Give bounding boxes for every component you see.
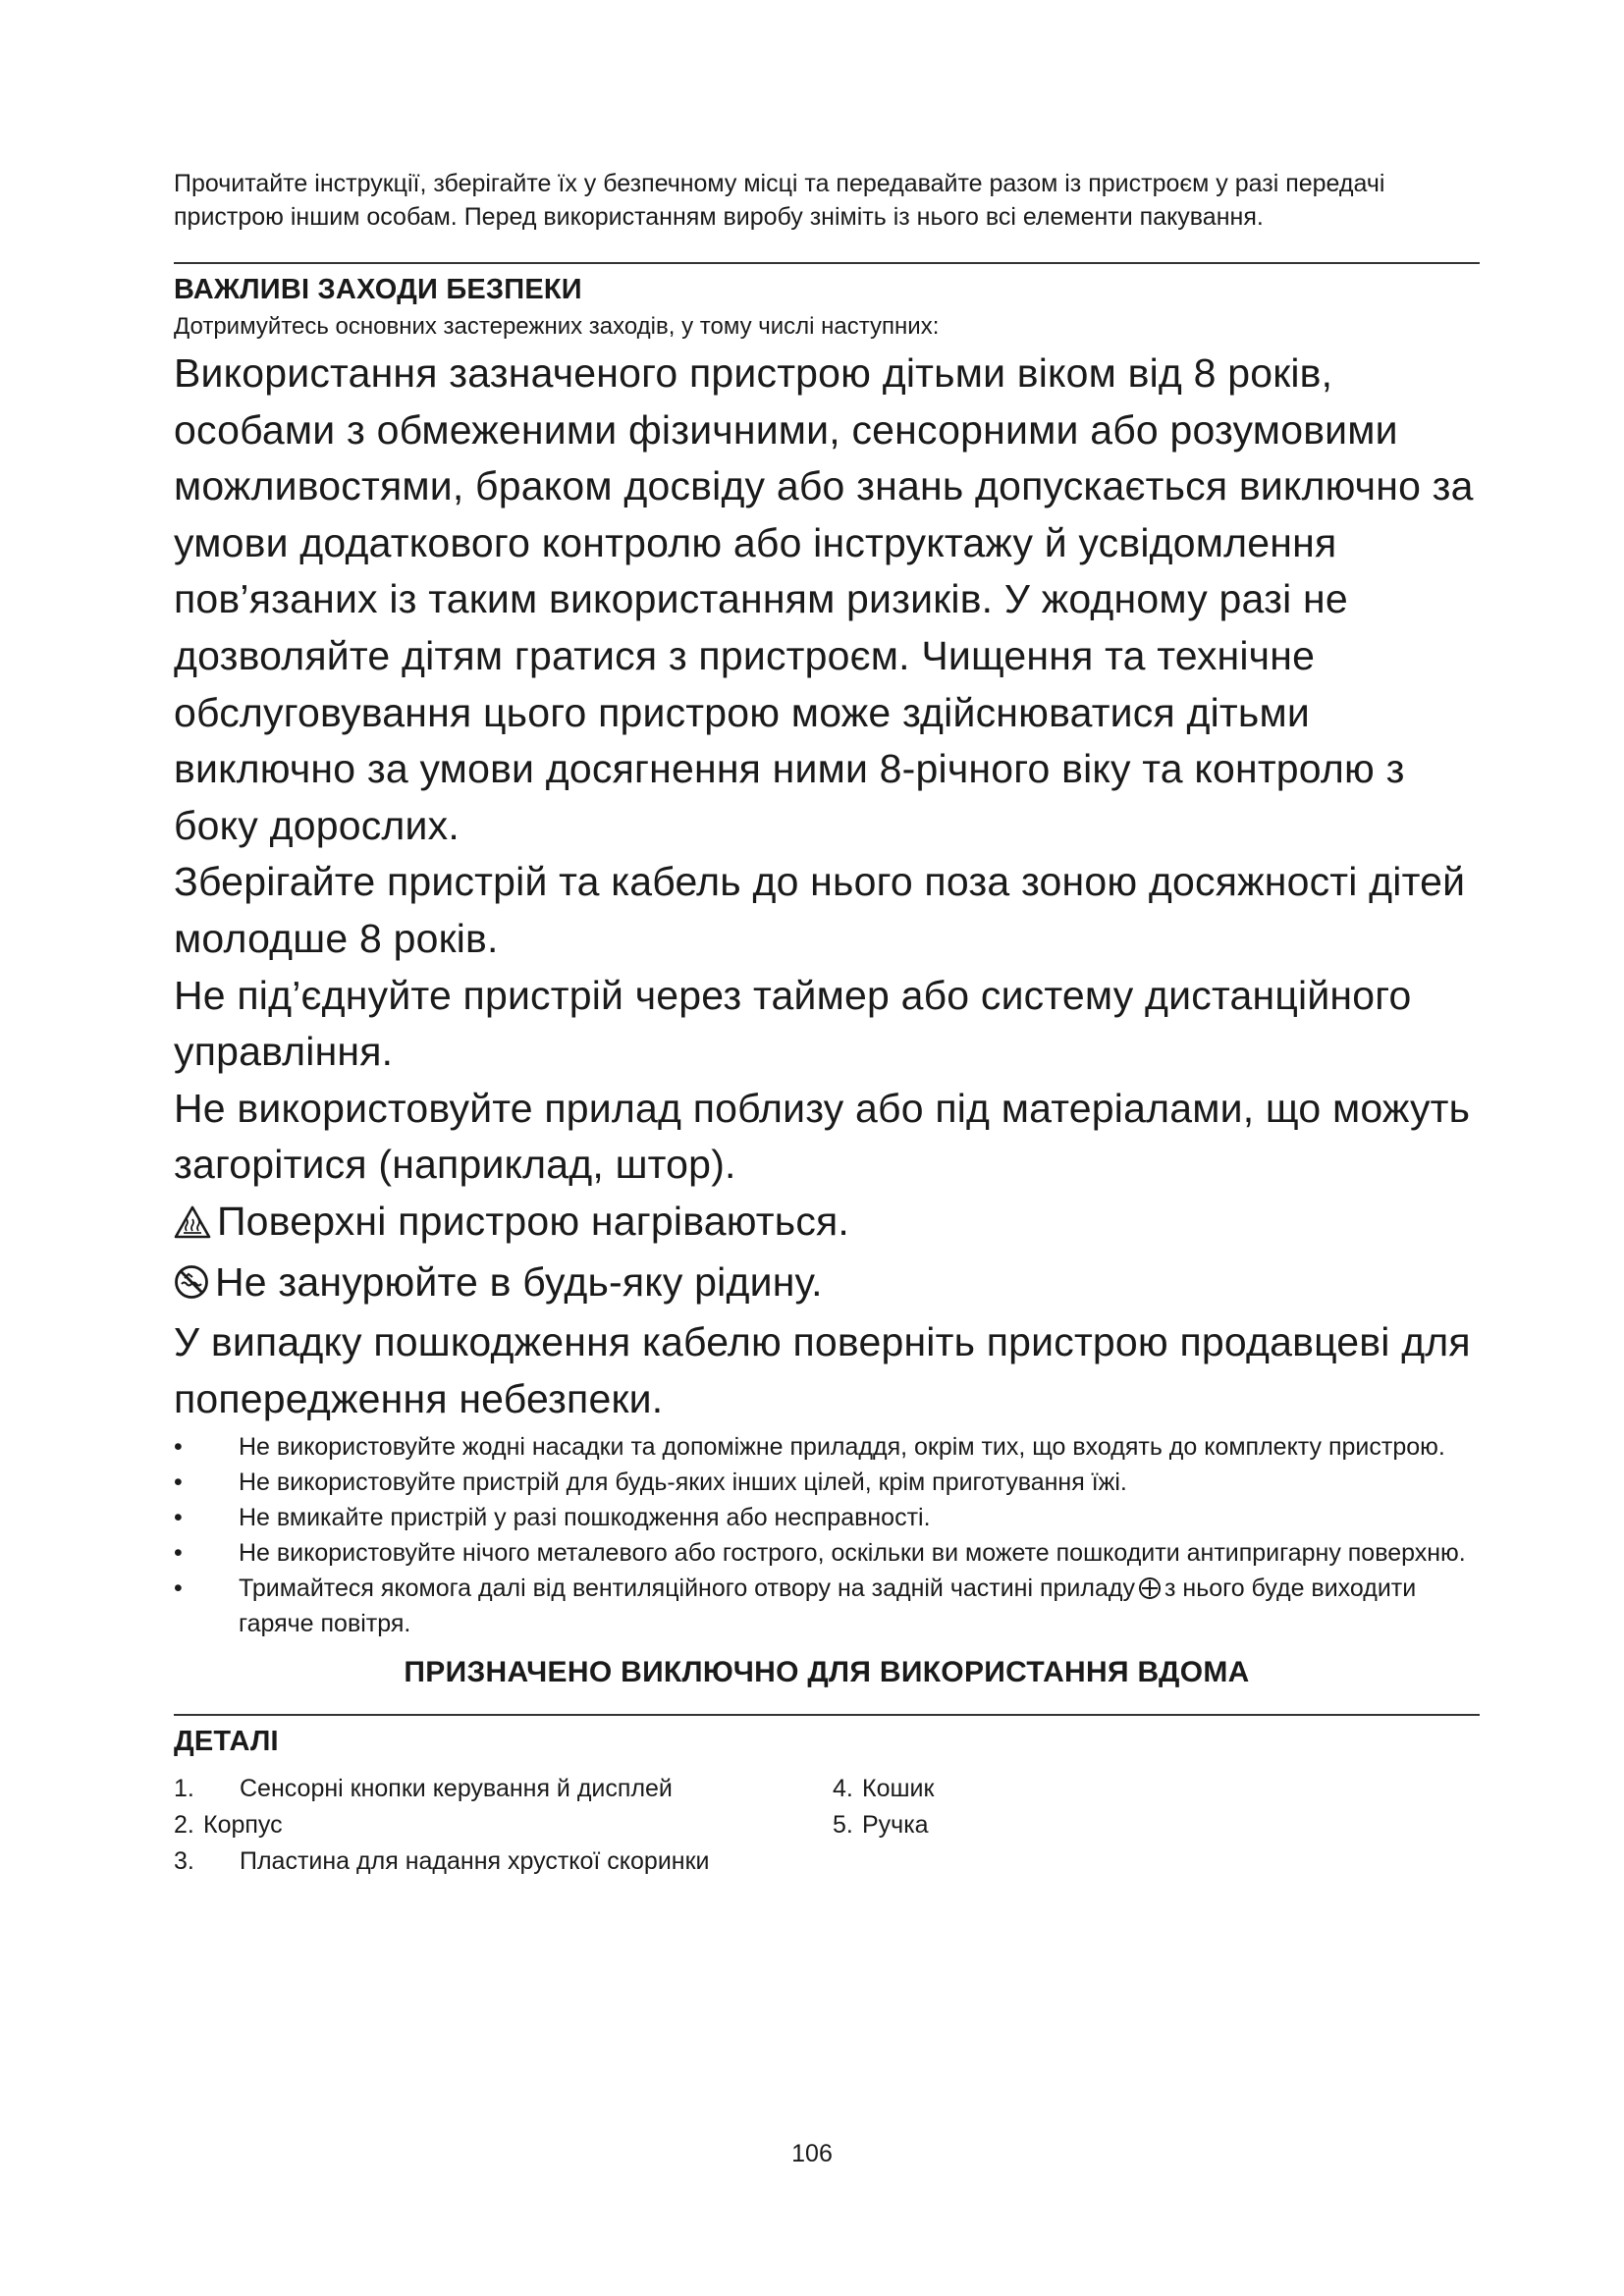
no-immerse-text: Не занурюйте в будь-яку рідину. — [215, 1258, 823, 1305]
bullet-icon: • — [174, 1575, 183, 1603]
hot-surface-text: Поверхні пристрою нагріваються. — [217, 1198, 850, 1244]
page-content — [174, 157, 1480, 1881]
part-number: 3. — [174, 1847, 194, 1876]
hot-surface-icon — [174, 1198, 211, 1255]
cable-damage-warning: У випадку пошкодження кабелю поверніть пристрою продавцеві для попередження небезпеки. — [174, 1319, 1471, 1421]
safety-warnings — [174, 346, 1480, 1427]
no-immerse-icon — [174, 1258, 209, 1315]
home-use-only-notice: ПРИЗНАЧЕНО ВИКЛЮЧНО ДЛЯ ВИКОРИСТАННЯ ВДОМА — [404, 1656, 1250, 1689]
list-item — [174, 1807, 841, 1843]
list-item — [833, 1807, 1324, 1843]
parts-list — [174, 1771, 1480, 1881]
hot-surface-warning — [174, 1194, 1480, 1255]
part-label: Корпус — [203, 1811, 283, 1840]
part-label: Кошик — [862, 1775, 935, 1803]
section-divider — [174, 1714, 1480, 1716]
circle-plus-icon — [1138, 1576, 1162, 1608]
timer-warning: Не під’єднуйте пристрій через таймер або систему дистанційного управління. — [174, 972, 1412, 1075]
list-item: • Не вмикайте пристрій у разі пошкодження або несправності. — [174, 1504, 931, 1532]
bullet-icon: • — [174, 1504, 183, 1532]
storage-warning: Зберігайте пристрій та кабель до нього поза зоною досяжності дітей молодше 8 років. — [174, 859, 1466, 961]
bullet-icon: • — [174, 1433, 183, 1462]
list-item — [174, 1843, 841, 1880]
section-divider — [174, 262, 1480, 264]
bullet-list — [174, 1431, 1480, 1639]
part-label: Пластина для надання хрусткої скоринки — [240, 1847, 710, 1876]
parts-column-right — [833, 1771, 1324, 1843]
page-number: 106 — [791, 2140, 833, 2167]
part-label: Ручка — [862, 1811, 929, 1840]
part-number: 5. — [833, 1811, 853, 1840]
flammable-warning: Не використовуйте прилад поблизу або під матеріалами, що можуть загорітися (наприклад, штор). — [174, 1085, 1471, 1188]
intro-text: Прочитайте інструкції, зберігайте їх у безпечному місці та передавайте разом із пристроєм у разі передачі пристрою іншим особам. Перед використанням виробу зніміть із нього всі елементи пакування. — [174, 170, 1385, 231]
part-number: 1. — [174, 1775, 194, 1803]
list-item: • Тримайтеся якомога далі від вентиляційного отвору на задній частині приладу з нього буде виходити гаряче повітря. — [174, 1575, 1417, 1638]
safety-title: ВАЖЛИВІ ЗАХОДИ БЕЗПЕКИ — [174, 274, 582, 305]
children-warning: Використання зазначеного пристрою дітьми віком від 8 років, особами з обмеженими фізичними, сенсорними або розумовими можливостями, браком досвіду або знань допускається виключно за умови додаткового контролю або інструктажу й усвідомлення пов’язаних із таким використанням ризиків. У жодному разі не дозволяйте дітям гратися з пристроєм. Чищення та технічне обслуговування цього пристрою може здійснюватися дітьми виключно за умови досягнення ними 8-річного віку та контролю з боку дорослих. — [174, 350, 1474, 848]
bullet-icon: • — [174, 1539, 183, 1568]
part-number: 4. — [833, 1775, 853, 1803]
list-item: • Не використовуйте пристрій для будь-яких інших цілей, крім приготування їжі. — [174, 1468, 1127, 1497]
no-immerse-warning — [174, 1255, 1480, 1315]
list-item: • Не використовуйте нічого металевого або гострого, оскільки ви можете пошкодити антипригарну поверхню. — [174, 1539, 1466, 1568]
safety-subtitle: Дотримуйтесь основних застережних заходів, у тому числі наступних: — [174, 313, 940, 340]
list-item — [174, 1771, 841, 1807]
part-number: 2. — [174, 1811, 194, 1840]
part-label: Сенсорні кнопки керування й дисплей — [240, 1775, 673, 1803]
bullet-icon: • — [174, 1468, 183, 1497]
details-title: ДЕТАЛІ — [174, 1726, 279, 1758]
list-item — [833, 1771, 1324, 1807]
list-item: • Не використовуйте жодні насадки та допоміжне приладдя, окрім тих, що входять до комплекту пристрою. — [174, 1433, 1445, 1462]
parts-column-left — [174, 1771, 841, 1880]
